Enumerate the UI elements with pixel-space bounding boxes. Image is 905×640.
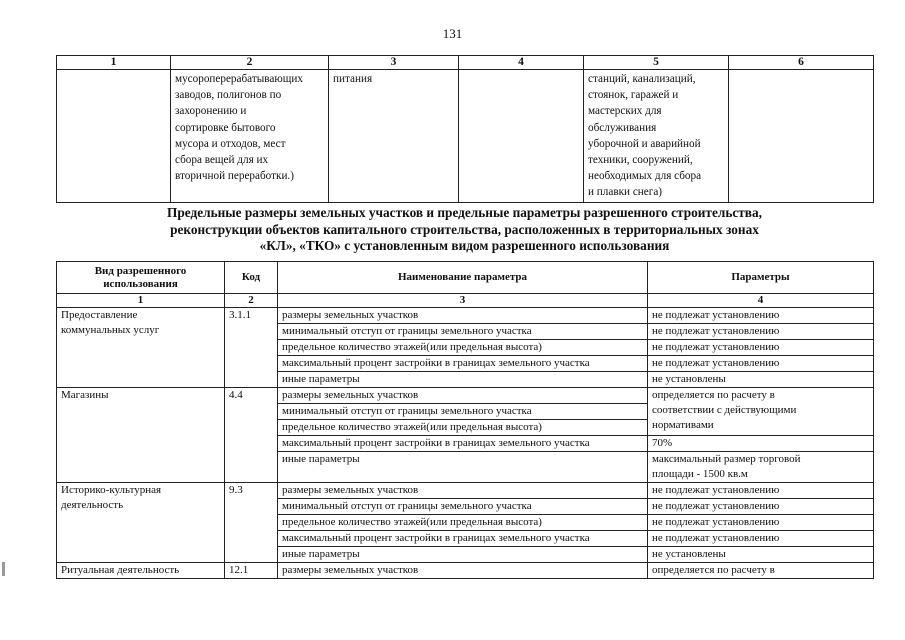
param-name-cell: иные параметры bbox=[278, 547, 648, 563]
column-number: 1 bbox=[57, 294, 225, 308]
param-name-cell: размеры земельных участков bbox=[278, 483, 648, 499]
column-number: 3 bbox=[329, 56, 459, 70]
use-type-line: Историко-культурная bbox=[61, 484, 162, 496]
param-value-cell: не подлежат установлению bbox=[648, 356, 874, 372]
text-line: стоянок, гаражей и bbox=[588, 89, 679, 102]
param-name-cell: размеры земельных участков bbox=[278, 308, 648, 324]
cell-empty bbox=[729, 70, 874, 203]
value-line: нормативами bbox=[652, 419, 714, 431]
text-line: сбора вещей для их bbox=[175, 154, 269, 167]
page-number: 131 bbox=[442, 26, 463, 41]
param-value-cell: не подлежат установлению bbox=[648, 531, 874, 547]
use-type-cell bbox=[57, 483, 225, 563]
text-line: захоронению и bbox=[175, 105, 247, 118]
code-cell: 12.1 bbox=[225, 563, 278, 579]
param-value-cell: не подлежат установлению bbox=[648, 324, 874, 340]
text-line: необходимых для сбора bbox=[588, 170, 702, 183]
heading-line: реконструкции объектов капитального строительства, расположенных в территориальных зонах bbox=[170, 221, 759, 237]
heading-line: «КЛ», «ТКО» с установленным видом разрешенного использования bbox=[259, 238, 670, 253]
column-number: 6 bbox=[729, 56, 874, 70]
table-row bbox=[57, 563, 874, 579]
table-row bbox=[57, 388, 874, 404]
param-value-cell: 70% bbox=[648, 436, 874, 452]
column-number: 4 bbox=[648, 294, 874, 308]
text-line: питания bbox=[333, 73, 373, 85]
text-line: и плавки снега) bbox=[588, 186, 663, 199]
value-line: соответствии с действующими bbox=[652, 404, 797, 416]
cell-text bbox=[329, 70, 459, 203]
param-name-cell: размеры земельных участков bbox=[278, 563, 648, 579]
param-name-cell: максимальный процент застройки в границах земельного участка bbox=[278, 436, 648, 452]
header-param-name: Наименование параметра bbox=[278, 262, 648, 294]
header-line: использования bbox=[103, 277, 178, 290]
cell-text bbox=[584, 70, 729, 203]
header-use-type bbox=[57, 262, 225, 294]
code-cell: 4.4 bbox=[225, 388, 278, 483]
param-name-cell: предельное количество этажей(или предельная высота) bbox=[278, 515, 648, 531]
continuation-row bbox=[57, 70, 874, 203]
param-name-cell: предельное количество этажей(или предельная высота) bbox=[278, 420, 648, 436]
param-value-cell: не подлежат установлению bbox=[648, 515, 874, 531]
param-value-cell: не подлежат установлению bbox=[648, 499, 874, 515]
param-name-cell: иные параметры bbox=[278, 452, 648, 483]
use-type-cell bbox=[57, 308, 225, 388]
use-type-line: деятельность bbox=[61, 498, 124, 511]
use-type-cell: Магазины bbox=[57, 388, 225, 483]
column-number: 2 bbox=[171, 56, 329, 70]
cell-text bbox=[171, 70, 329, 203]
param-name-cell: максимальный процент застройки в границах земельного участка bbox=[278, 531, 648, 547]
parameters-table bbox=[56, 261, 874, 579]
param-name-cell: минимальный отступ от границы земельного участка bbox=[278, 499, 648, 515]
param-value-cell: не подлежат установлению bbox=[648, 340, 874, 356]
table-row bbox=[57, 308, 874, 324]
text-line: мастерских для bbox=[588, 105, 662, 118]
text-line: заводов, полигонов по bbox=[175, 89, 282, 102]
section-heading bbox=[56, 205, 873, 255]
param-value-cell: не установлены bbox=[648, 547, 874, 563]
param-value-cell bbox=[648, 452, 874, 483]
header-code: Код bbox=[225, 262, 278, 294]
param-name-cell: размеры земельных участков bbox=[278, 388, 648, 404]
param-name-cell: предельное количество этажей(или предельная высота) bbox=[278, 340, 648, 356]
text-line: станций, канализаций, bbox=[588, 73, 696, 85]
value-line: определяется по расчету в bbox=[652, 389, 775, 401]
text-line: техники, сооружений, bbox=[588, 154, 693, 167]
column-number: 1 bbox=[57, 56, 171, 70]
param-name-cell: минимальный отступ от границы земельного участка bbox=[278, 404, 648, 420]
column-number: 5 bbox=[584, 56, 729, 70]
param-value-cell: не установлены bbox=[648, 372, 874, 388]
text-line: уборочной и аварийной bbox=[588, 137, 701, 150]
text-line: вторичной переработки.) bbox=[175, 170, 294, 183]
text-line: сортировке бытового bbox=[175, 121, 276, 134]
continuation-header-row bbox=[57, 56, 874, 70]
use-type-line: коммунальных услуг bbox=[61, 323, 160, 336]
column-number: 2 bbox=[225, 294, 278, 308]
param-value-cell bbox=[648, 388, 874, 436]
use-type-cell: Ритуальная деятельность bbox=[57, 563, 225, 579]
table-row bbox=[57, 483, 874, 499]
text-line: мусора и отходов, мест bbox=[175, 137, 286, 150]
text-line: мусороперерабатывающих bbox=[175, 73, 303, 85]
param-name-cell: максимальный процент застройки в границах земельного участка bbox=[278, 356, 648, 372]
column-numbers-row bbox=[57, 294, 874, 308]
param-value-cell: не подлежат установлению bbox=[648, 308, 874, 324]
value-line: площади - 1500 кв.м bbox=[652, 468, 748, 480]
param-name-cell: минимальный отступ от границы земельного участка bbox=[278, 324, 648, 340]
param-value-cell: определяется по расчету в bbox=[648, 563, 874, 579]
column-number: 4 bbox=[459, 56, 584, 70]
value-line: максимальный размер торговой bbox=[652, 453, 801, 465]
text-line: обслуживания bbox=[588, 121, 657, 134]
use-type-line: Предоставление bbox=[61, 309, 138, 321]
header-params: Параметры bbox=[648, 262, 874, 294]
cell-empty bbox=[459, 70, 584, 203]
cell-empty bbox=[57, 70, 171, 203]
code-cell: 3.1.1 bbox=[225, 308, 278, 388]
code-cell: 9.3 bbox=[225, 483, 278, 563]
continuation-table bbox=[56, 55, 874, 203]
param-name-cell: иные параметры bbox=[278, 372, 648, 388]
scan-margin-mark bbox=[2, 562, 5, 576]
heading-line: Предельные размеры земельных участков и предельные параметры разрешенного строительства, bbox=[167, 205, 762, 220]
param-value-cell: не подлежат установлению bbox=[648, 483, 874, 499]
column-number: 3 bbox=[278, 294, 648, 308]
table-header-row bbox=[57, 262, 874, 294]
header-line: Вид разрешенного bbox=[94, 264, 187, 277]
